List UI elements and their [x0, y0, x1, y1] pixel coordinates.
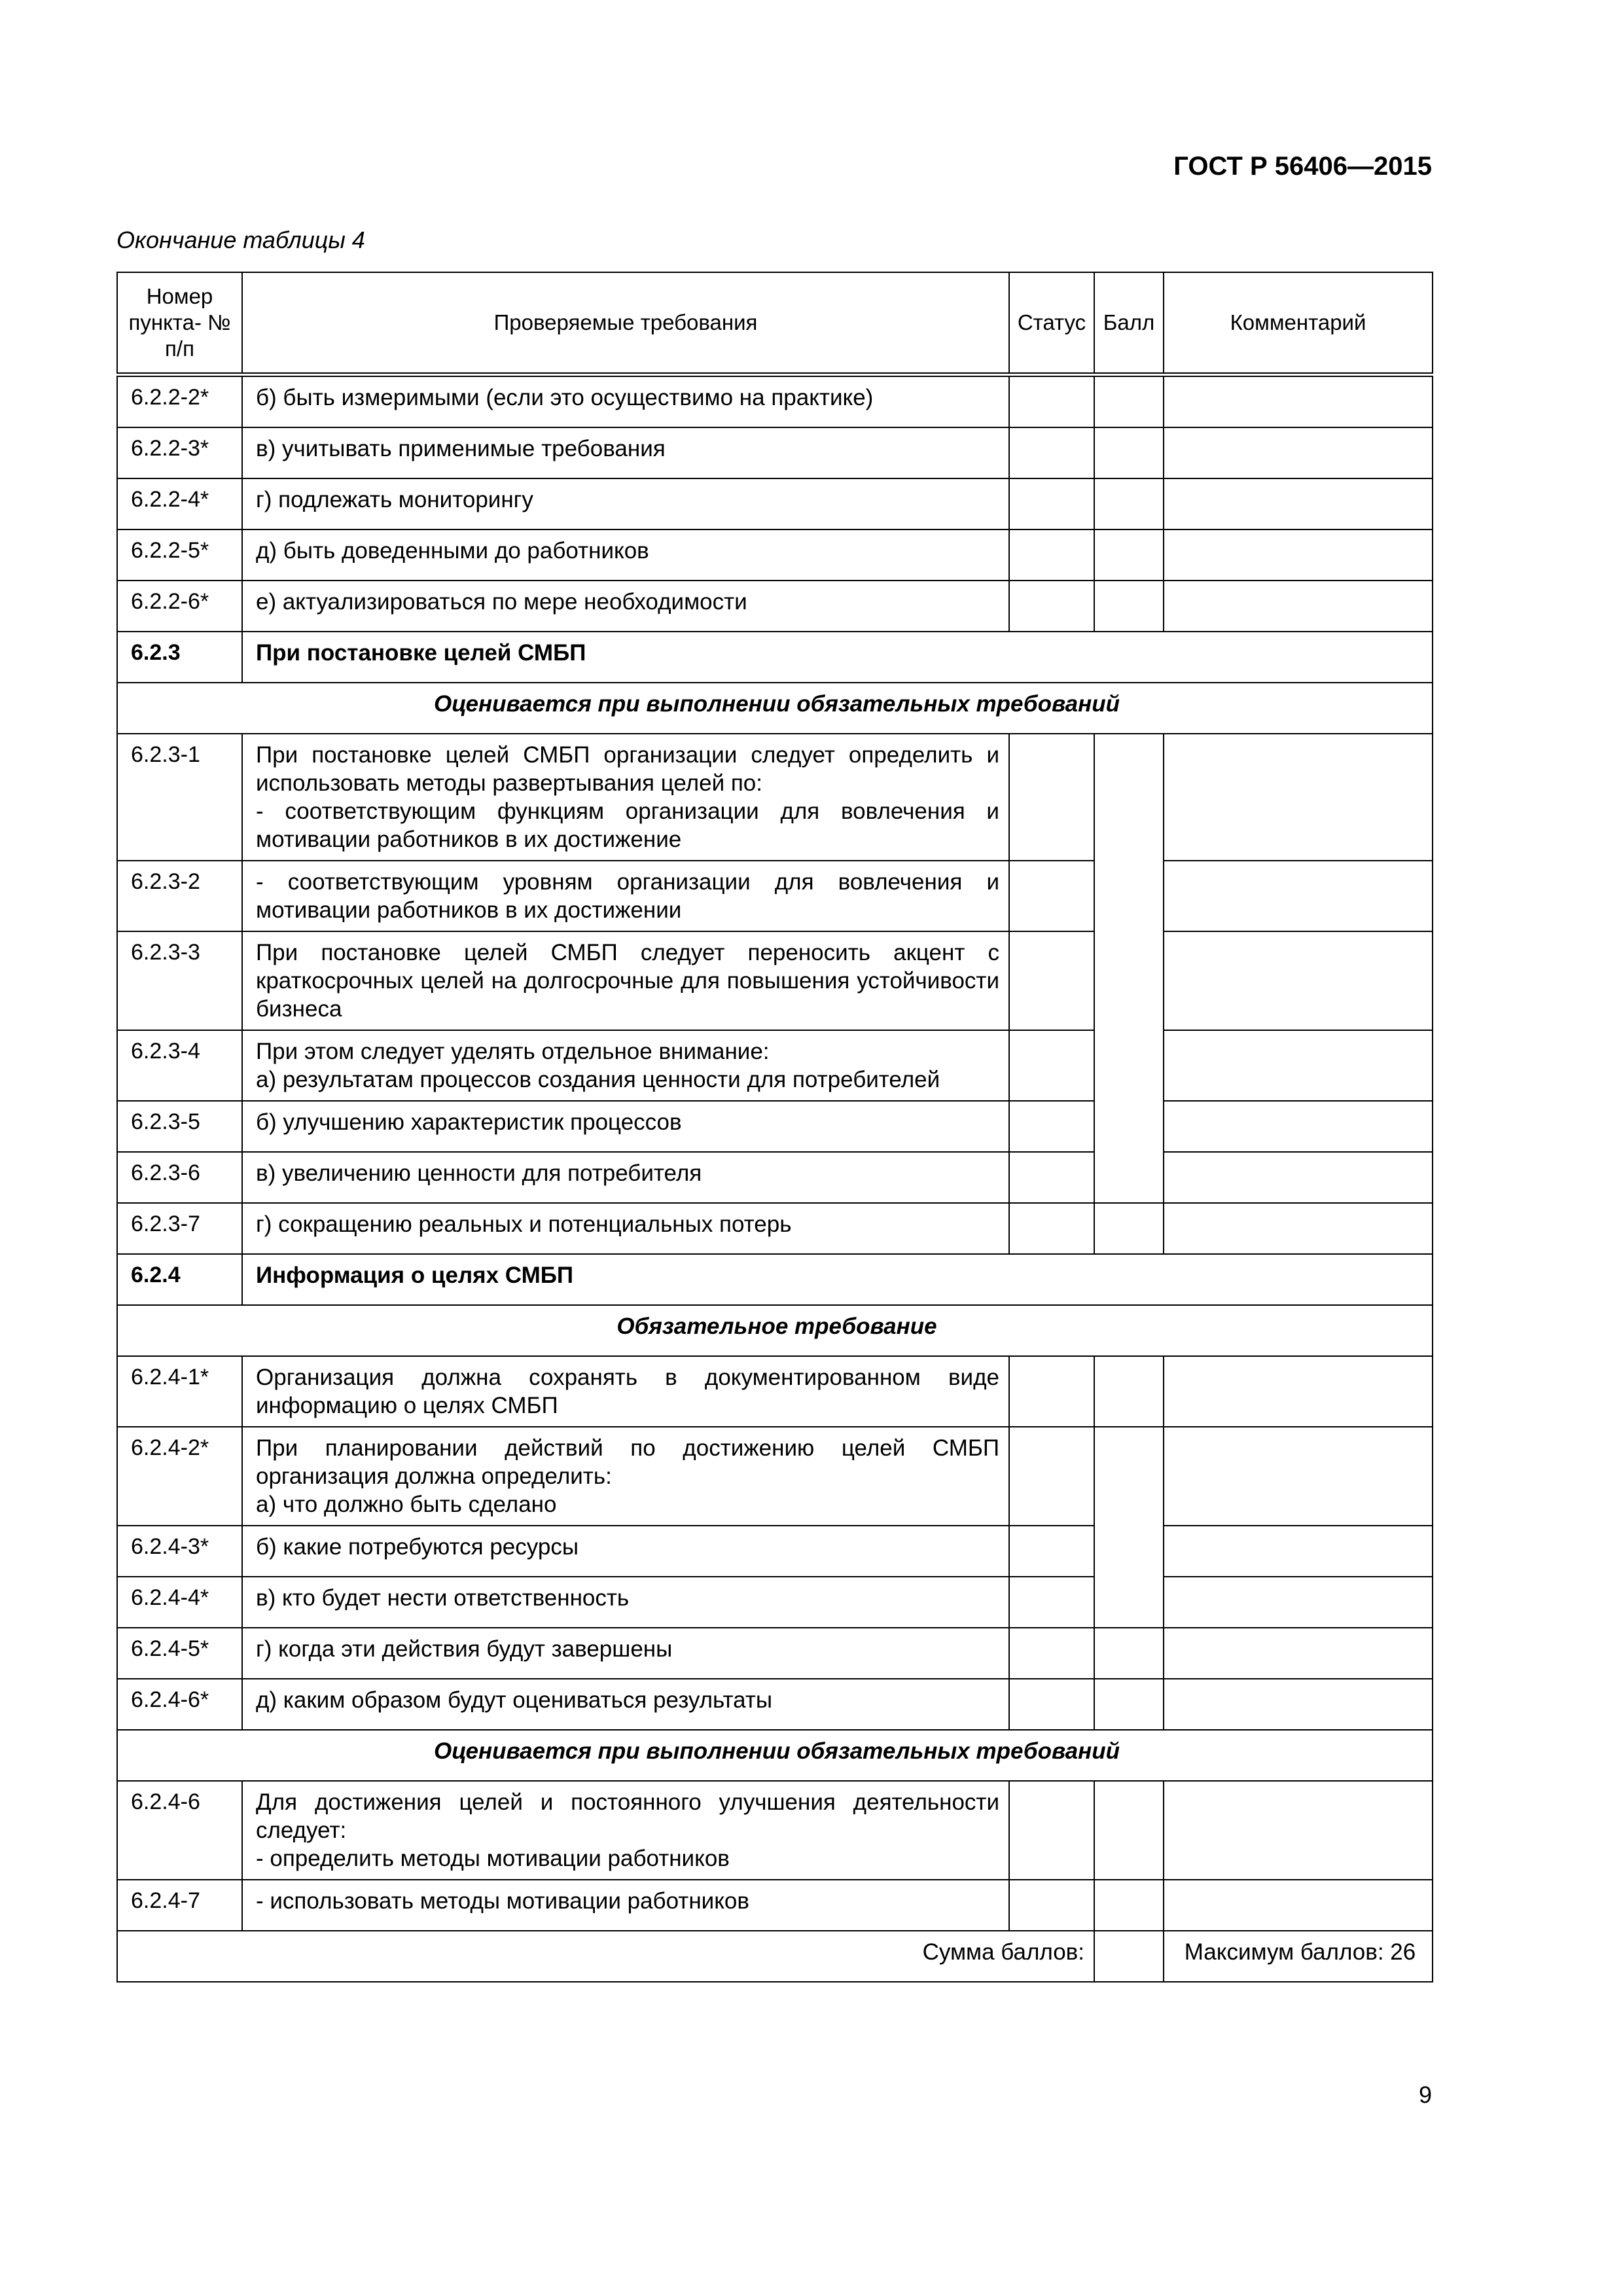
status-cell: [1009, 1356, 1094, 1427]
status-cell: [1009, 1679, 1094, 1730]
page-number: 9: [1418, 2081, 1432, 2108]
subsection-title: Информация о целях СМБП: [242, 1254, 1433, 1305]
status-cell: [1009, 581, 1094, 632]
table-header-row: [117, 272, 1433, 375]
column-header-requirements: Проверяемые требования: [242, 272, 1009, 375]
table-caption: Окончание таблицы 4: [116, 226, 365, 253]
standard-designation: ГОСТ Р 56406—2015: [1173, 152, 1432, 181]
status-cell: [1009, 1203, 1094, 1254]
table-row: [117, 1781, 1433, 1880]
row-number: 6.2.4-6: [117, 1781, 242, 1880]
row-requirement: д) быть доведенными до работников: [242, 529, 1009, 581]
comment-cell: [1164, 931, 1433, 1030]
column-header-comment: Комментарий: [1164, 272, 1433, 375]
table-row: [117, 581, 1433, 632]
row-number: 6.2.2-5*: [117, 529, 242, 581]
comment-cell: [1164, 427, 1433, 478]
subsection-row: [117, 1254, 1433, 1305]
row-number: 6.2.2-2*: [117, 375, 242, 428]
status-cell: [1009, 1152, 1094, 1203]
row-number: 6.2.3-5: [117, 1101, 242, 1152]
row-requirement: д) каким образом будут оцениваться результаты: [242, 1679, 1009, 1730]
score-cell: [1094, 478, 1164, 529]
score-cell: [1094, 1781, 1164, 1880]
table-row: [117, 478, 1433, 529]
row-requirement: б) быть измеримыми (если это осуществимо на практике): [242, 375, 1009, 428]
row-requirement: г) подлежать мониторингу: [242, 478, 1009, 529]
table-row: [117, 1679, 1433, 1730]
status-cell: [1009, 478, 1094, 529]
comment-cell: [1164, 1880, 1433, 1931]
score-cell: [1094, 1356, 1164, 1427]
row-requirement: Для достижения целей и постоянного улучшения деятельности следует: - определить методы мотивации работников: [242, 1781, 1009, 1880]
status-cell: [1009, 1628, 1094, 1679]
column-header-status: Статус: [1009, 272, 1094, 375]
status-cell: [1009, 1101, 1094, 1152]
score-cell: [1094, 529, 1164, 581]
column-header-score: Балл: [1094, 272, 1164, 375]
score-cell: [1094, 375, 1164, 428]
table-row: [117, 1152, 1433, 1203]
row-requirement: в) учитывать применимые требования: [242, 427, 1009, 478]
row-number: 6.2.4-3*: [117, 1526, 242, 1577]
table-row: [117, 1356, 1433, 1427]
status-cell: [1009, 1427, 1094, 1526]
row-number: 6.2.2-6*: [117, 581, 242, 632]
table-row: [117, 861, 1433, 931]
comment-cell: [1164, 529, 1433, 581]
row-number: 6.2.4-5*: [117, 1628, 242, 1679]
score-cell-merged: [1094, 734, 1164, 1203]
comment-cell: [1164, 1427, 1433, 1526]
comment-cell: [1164, 375, 1433, 428]
row-number: 6.2.3-3: [117, 931, 242, 1030]
score-cell: [1094, 581, 1164, 632]
score-cell: [1094, 1679, 1164, 1730]
subsection-number: 6.2.4: [117, 1254, 242, 1305]
table-row: [117, 1628, 1433, 1679]
row-requirement: Организация должна сохранять в документированном виде информацию о целях СМБП: [242, 1356, 1009, 1427]
table-row: [117, 427, 1433, 478]
row-requirement: При постановке целей СМБП организации следует определить и использовать методы развертывания целей по: - соответствующим функциям организации для вовлечения и мотивации работников в их достижение: [242, 734, 1009, 861]
score-cell: [1094, 427, 1164, 478]
row-number: 6.2.3-4: [117, 1030, 242, 1101]
section-heading: Оценивается при выполнении обязательных требований: [117, 1730, 1433, 1781]
status-cell: [1009, 1577, 1094, 1628]
status-cell: [1009, 427, 1094, 478]
max-score: Максимум баллов: 26: [1164, 1931, 1433, 1982]
table-row: [117, 1203, 1433, 1254]
row-number: 6.2.4-6*: [117, 1679, 242, 1730]
score-sum-label: Сумма баллов:: [117, 1931, 1094, 1982]
comment-cell: [1164, 581, 1433, 632]
table-row: [117, 931, 1433, 1030]
subsection-row: [117, 632, 1433, 683]
row-requirement: в) увеличению ценности для потребителя: [242, 1152, 1009, 1203]
row-requirement: в) кто будет нести ответственность: [242, 1577, 1009, 1628]
comment-cell: [1164, 1628, 1433, 1679]
status-cell: [1009, 734, 1094, 861]
score-cell: [1094, 1203, 1164, 1254]
row-number: 6.2.4-4*: [117, 1577, 242, 1628]
row-number: 6.2.3-7: [117, 1203, 242, 1254]
status-cell: [1009, 1030, 1094, 1101]
row-number: 6.2.4-7: [117, 1880, 242, 1931]
section-heading: Оценивается при выполнении обязательных требований: [117, 683, 1433, 734]
table-row: [117, 529, 1433, 581]
section-row: [117, 683, 1433, 734]
status-cell: [1009, 375, 1094, 428]
section-row: [117, 1730, 1433, 1781]
row-requirement: - использовать методы мотивации работников: [242, 1880, 1009, 1931]
score-sum-cell: [1094, 1931, 1164, 1982]
table-row: [117, 734, 1433, 861]
status-cell: [1009, 931, 1094, 1030]
row-requirement: е) актуализироваться по мере необходимости: [242, 581, 1009, 632]
row-requirement: г) сокращению реальных и потенциальных потерь: [242, 1203, 1009, 1254]
row-number: 6.2.4-2*: [117, 1427, 242, 1526]
table-row: [117, 1101, 1433, 1152]
table-row: [117, 1427, 1433, 1526]
table-row: [117, 1526, 1433, 1577]
comment-cell: [1164, 1356, 1433, 1427]
row-number: 6.2.3-6: [117, 1152, 242, 1203]
requirements-table: [116, 272, 1433, 1982]
section-row: [117, 1305, 1433, 1356]
table-row: [117, 1577, 1433, 1628]
row-number: 6.2.3-2: [117, 861, 242, 931]
score-cell: [1094, 1880, 1164, 1931]
score-cell-merged: [1094, 1427, 1164, 1628]
row-requirement: При этом следует уделять отдельное внимание: а) результатам процессов создания ценности для потребителей: [242, 1030, 1009, 1101]
row-number: 6.2.4-1*: [117, 1356, 242, 1427]
comment-cell: [1164, 1030, 1433, 1101]
comment-cell: [1164, 1203, 1433, 1254]
row-requirement: б) какие потребуются ресурсы: [242, 1526, 1009, 1577]
comment-cell: [1164, 1781, 1433, 1880]
table-row: [117, 1030, 1433, 1101]
status-cell: [1009, 1526, 1094, 1577]
comment-cell: [1164, 861, 1433, 931]
score-cell: [1094, 1628, 1164, 1679]
row-number: 6.2.2-3*: [117, 427, 242, 478]
subsection-title: При постановке целей СМБП: [242, 632, 1433, 683]
section-heading: Обязательное требование: [117, 1305, 1433, 1356]
comment-cell: [1164, 1577, 1433, 1628]
row-requirement: При постановке целей СМБП следует переносить акцент с краткосрочных целей на долгосрочные для повышения устойчивости бизнеса: [242, 931, 1009, 1030]
comment-cell: [1164, 1152, 1433, 1203]
row-requirement: При планировании действий по достижению целей СМБП организация должна определить: а) что должно быть сделано: [242, 1427, 1009, 1526]
column-header-number: Номер пункта- № п/п: [117, 272, 242, 375]
row-requirement: б) улучшению характеристик процессов: [242, 1101, 1009, 1152]
comment-cell: [1164, 1679, 1433, 1730]
status-cell: [1009, 1781, 1094, 1880]
row-number: 6.2.3-1: [117, 734, 242, 861]
summary-row: [117, 1931, 1433, 1982]
comment-cell: [1164, 1101, 1433, 1152]
status-cell: [1009, 1880, 1094, 1931]
comment-cell: [1164, 1526, 1433, 1577]
row-requirement: г) когда эти действия будут завершены: [242, 1628, 1009, 1679]
status-cell: [1009, 529, 1094, 581]
table-row: [117, 1880, 1433, 1931]
row-number: 6.2.2-4*: [117, 478, 242, 529]
subsection-number: 6.2.3: [117, 632, 242, 683]
status-cell: [1009, 861, 1094, 931]
row-requirement: - соответствующим уровням организации для вовлечения и мотивации работников в их достижении: [242, 861, 1009, 931]
comment-cell: [1164, 734, 1433, 861]
comment-cell: [1164, 478, 1433, 529]
table-row: [117, 375, 1433, 428]
